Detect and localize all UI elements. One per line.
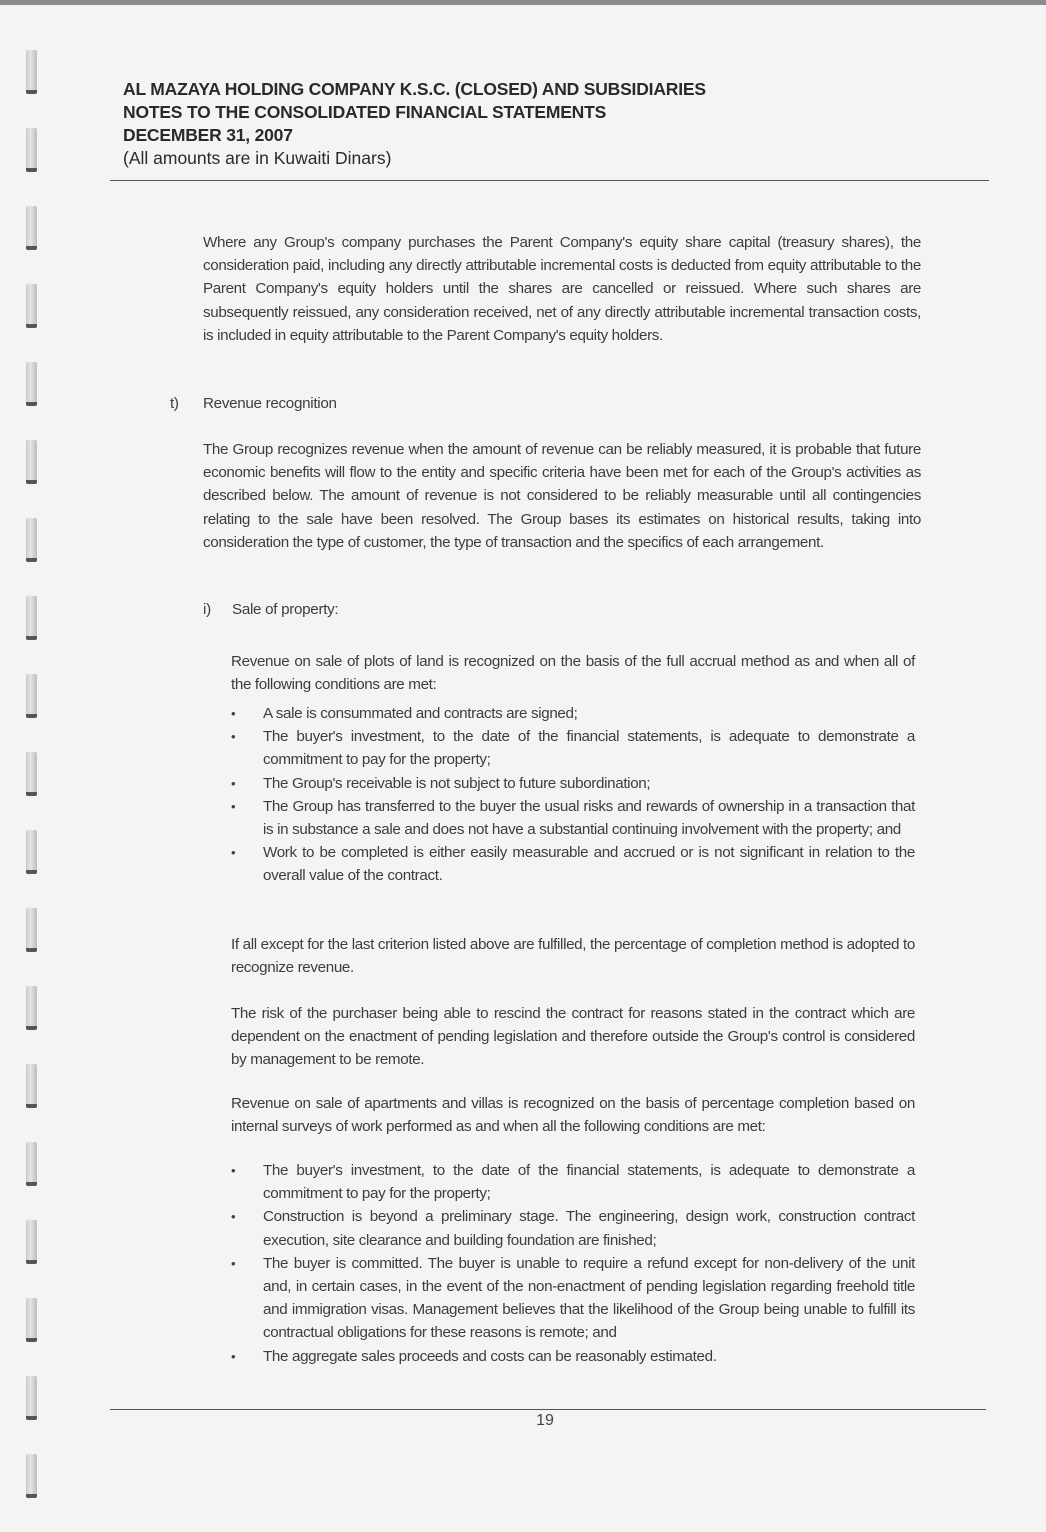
sub-i-marker: i): [203, 601, 211, 618]
binder-holes: [26, 50, 40, 1532]
list-item: • Construction is beyond a preliminary stage. The engineering, design work, construction contract execution, site clearance and building foundation are finished;: [231, 1205, 915, 1251]
page-header: [123, 78, 989, 170]
apartments-sale-intro: Revenue on sale of apartments and villas is recognized on the basis of percentage completion based on internal surveys of work performed as and when all the following conditions are met:: [231, 1095, 915, 1136]
binder-hole: [26, 596, 37, 640]
list-item: • The Group's receivable is not subject to future subordination;: [231, 772, 915, 795]
page-number: 19: [536, 1412, 554, 1429]
binder-hole: [26, 128, 37, 172]
binder-hole: [26, 50, 37, 94]
binder-hole: [26, 362, 37, 406]
binder-hole: [26, 1142, 37, 1186]
apartments-conditions-list: [231, 1159, 915, 1368]
section-t-marker: t): [170, 395, 179, 412]
section-t-heading: Revenue recognition: [203, 395, 337, 412]
document-title: NOTES TO THE CONSOLIDATED FINANCIAL STATEMENTS: [123, 102, 607, 122]
land-sale-intro: Revenue on sale of plots of land is recognized on the basis of the full accrual method as and when all of the following conditions are met:: [231, 653, 915, 694]
currency-note: (All amounts are in Kuwaiti Dinars): [123, 148, 392, 168]
footer-rule: [110, 1409, 986, 1410]
binder-hole: [26, 986, 37, 1030]
binder-hole: [26, 908, 37, 952]
list-item: • The buyer's investment, to the date of the financial statements, is adequate to demonstrate a commitment to pay for the property;: [231, 725, 915, 771]
land-conditions-list: [231, 702, 915, 888]
binder-hole: [26, 1064, 37, 1108]
sub-i-heading: Sale of property:: [232, 601, 339, 618]
list-item: • The buyer is committed. The buyer is unable to require a refund except for non-delivery of the unit and, in certain cases, in the event of the non-enactment of pending legislation regarding freehold title and immigration visas. Management believes that the likelihood of the Group being unable to fulfill its contractual obligations for these reasons is remote; and: [231, 1252, 915, 1345]
binder-hole: [26, 440, 37, 484]
binder-hole: [26, 752, 37, 796]
revenue-recognition-intro: The Group recognizes revenue when the amount of revenue can be reliably measured, it is probable that future economic benefits will flow to the entity and specific criteria have been met for each of the Group's activities as described below. The amount of revenue is not considered to be reliably measurable until all contingencies relating to the sale have been resolved. The Group bases its estimates on historical results, taking into consideration the type of customer, the type of transaction and the specifics of each arrangement.: [203, 441, 921, 551]
binder-hole: [26, 1220, 37, 1264]
list-item: • The aggregate sales proceeds and costs can be reasonably estimated.: [231, 1345, 915, 1368]
binder-hole: [26, 284, 37, 328]
binder-hole: [26, 674, 37, 718]
statement-date: DECEMBER 31, 2007: [123, 125, 293, 145]
completion-method-note: If all except for the last criterion listed above are fulfilled, the percentage of completion method is adopted to recognize revenue.: [231, 936, 915, 977]
header-rule: [110, 180, 989, 181]
binder-hole: [26, 1454, 37, 1498]
binder-hole: [26, 1298, 37, 1342]
list-item: • The buyer's investment, to the date of the financial statements, is adequate to demonstrate a commitment to pay for the property;: [231, 1159, 915, 1205]
binder-hole: [26, 206, 37, 250]
list-item: • The Group has transferred to the buyer the usual risks and rewards of ownership in a transaction that is in substance a sale and does not have a substantial continuing involvement with the property; and: [231, 795, 915, 841]
page-top-edge: [0, 0, 1046, 5]
treasury-shares-paragraph: Where any Group's company purchases the Parent Company's equity share capital (treasury shares), the consideration paid, including any directly attributable incremental costs is deducted from equity attributable to the Parent Company's equity holders until the shares are cancelled or reissued. Where such shares are subsequently reissued, any consideration received, net of any directly attributable incremental transaction costs, is included in equity attributable to the Parent Company's equity holders.: [203, 234, 921, 344]
binder-hole: [26, 518, 37, 562]
list-item: • Work to be completed is either easily measurable and accrued or is not significant in relation to the overall value of the contract.: [231, 841, 915, 887]
list-item: • A sale is consummated and contracts are signed;: [231, 702, 915, 725]
rescission-risk-note: The risk of the purchaser being able to rescind the contract for reasons stated in the contract which are dependent on the enactment of pending legislation and therefore outside the Group's control is considered by management to be remote.: [231, 1005, 915, 1069]
binder-hole: [26, 830, 37, 874]
company-name: AL MAZAYA HOLDING COMPANY K.S.C. (CLOSED) AND SUBSIDIARIES: [123, 79, 706, 99]
